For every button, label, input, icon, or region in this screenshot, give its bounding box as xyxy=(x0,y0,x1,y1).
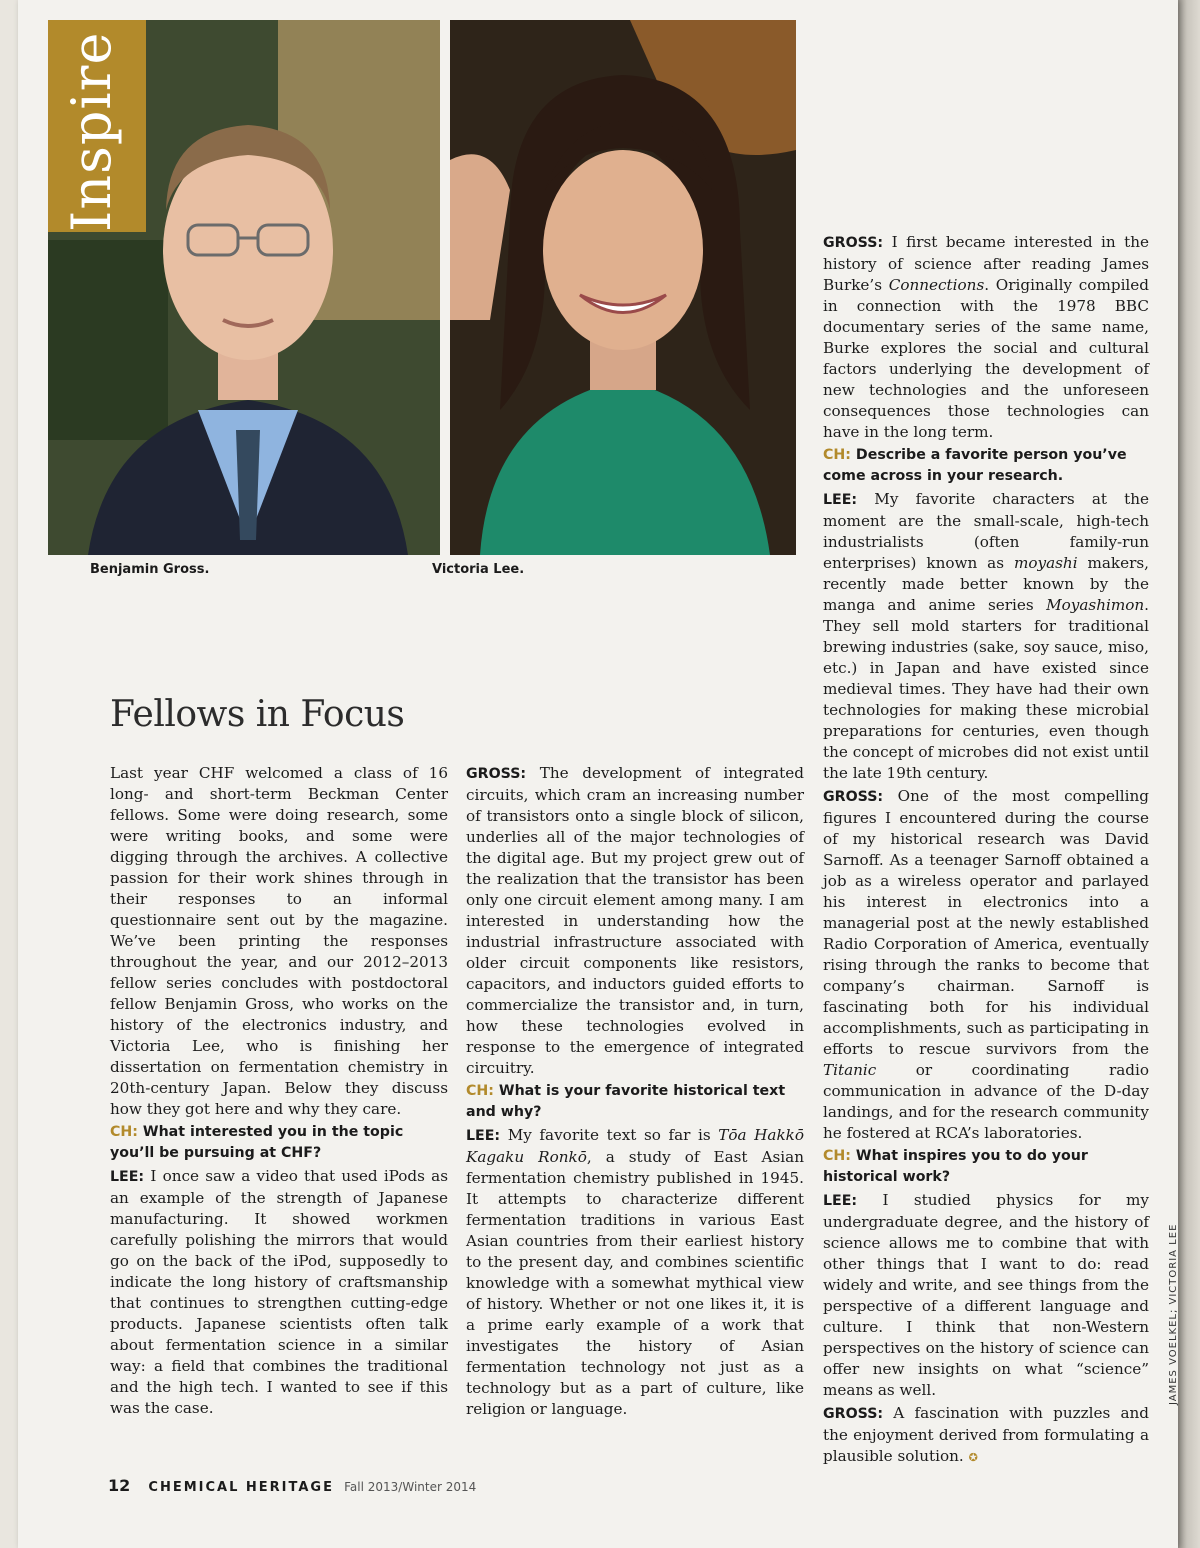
photo-credit: JAMES VOELKEL; VICTORIA LEE xyxy=(1168,1223,1179,1405)
answer-lee-2 xyxy=(466,1125,804,1420)
answer-text: . They sell mold starters for traditional brewing industries (sake, soy sauce, miso, etc.) in Japan and have existed since medieval times. They have had their own technologies for making these microbial preparations for centuries, even though the concept of microbes did not exist until the late 19th century. xyxy=(823,596,1149,782)
question-text: Describe a favorite person you’ve come across in your research. xyxy=(823,447,1127,484)
answer-lee-4 xyxy=(823,1190,1149,1401)
portrait-illustration xyxy=(450,20,796,555)
question-text: What is your favorite historical text and why? xyxy=(466,1083,786,1120)
page-footer xyxy=(108,1476,476,1495)
answer-text: , a study of East Asian fermentation chemistry published in 1945. It attempts to characterize different fermentation traditions in various East Asian countries from their earliest history to the present day, and combines scientific knowledge with a somewhat mythical view of history. Whether or not one likes it, it is a prime early example of a work that investigates the history of Asian fermentation technology not just as a technology but as a part of culture, like religion or language. xyxy=(466,1148,804,1418)
page-number: 12 xyxy=(108,1476,131,1495)
column-2 xyxy=(466,763,804,1422)
photo-benjamin-gross xyxy=(48,20,440,555)
speaker-label: LEE: xyxy=(823,492,858,508)
answer-text: The development of integrated circuits, which cram an increasing number of transistors onto a single block of silicon, underlies all of the major technologies of the digital age. But my project grew out of the realization that the transistor has been only one circuit element among many. I am interested in understanding how the industrial infrastructure associated with older circuit components like resistors, capacitors, and inductors guided efforts to commercialize the transistor and, in turn, how these technologies evolved in response to the emergence of integrated circuitry. xyxy=(466,764,804,1077)
answer-lee-1 xyxy=(110,1166,448,1419)
photo-victoria-lee xyxy=(450,20,796,555)
question-text: What inspires you to do your historical work? xyxy=(823,1148,1088,1185)
question-label: CH: xyxy=(110,1124,138,1140)
speaker-label: GROSS: xyxy=(823,789,884,805)
answer-text: or coordinating radio communication in advance of the D-day landings, and for the research community he fostered at RCA’s laboratories. xyxy=(823,1061,1150,1142)
magazine-page xyxy=(18,0,1178,1548)
column-1 xyxy=(110,763,448,1421)
section-label: Inspire xyxy=(60,31,123,232)
speaker-label: GROSS: xyxy=(823,1406,884,1422)
ship-name: Titanic xyxy=(823,1061,877,1079)
question-label: CH: xyxy=(466,1083,494,1099)
term: moyashi xyxy=(1013,554,1078,572)
issue-date: Fall 2013/Winter 2014 xyxy=(344,1480,477,1494)
answer-text: A fascination with puzzles and the enjoyment derived from formulating a plausible solution. xyxy=(823,1404,1150,1465)
book-title: Connections xyxy=(888,276,985,294)
answer-text: makers, recently made better known by the manga and anime series xyxy=(823,554,1149,614)
answer-text: My favorite characters at the moment are the small-scale, high-tech industrialists (often family-run enterprises) known as xyxy=(823,490,1150,572)
speaker-label: GROSS: xyxy=(466,766,527,782)
end-mark-icon: ✪ xyxy=(968,1451,978,1464)
question-label: CH: xyxy=(823,1148,851,1164)
answer-gross-1 xyxy=(466,763,804,1079)
answer-text: My favorite text so far is xyxy=(507,1126,711,1144)
answer-text: I once saw a video that used iPods as an example of the strength of Japanese manufacturing. It showed workmen carefully polishing the mirrors that would go on the back of the iPod, supposedly to indicate the long history of craftsmanship that continues to strengthen cutting-edge products. Japanese scientists often talk about fermentation science in a similar way: a field that combines the traditional and the high tech. I wanted to see if this was the case. xyxy=(110,1167,449,1417)
question-4 xyxy=(823,1146,1149,1188)
answer-gross-3 xyxy=(823,786,1149,1144)
answer-text: One of the most compelling figures I encountered during the course of my historical research was David Sarnoff. As a teenager Sarnoff obtained a job as a wireless operator and parlayed his interest in electronics into a managerial post at the newly established Radio Corporation of America, eventually rising through the ranks to become that company’s chairman. Sarnoff is fascinating both for his individual accomplishments, such as participating in efforts to rescue survivors from the xyxy=(823,787,1150,1058)
speaker-label: LEE: xyxy=(466,1128,501,1144)
series-title: Moyashimon xyxy=(1046,596,1145,614)
answer-gross-4 xyxy=(823,1403,1149,1468)
intro-paragraph: Last year CHF welcomed a class of 16 long- and short-term Beckman Center fellows. Some were doing research, some were writing books, and some were digging through the archives. A collective passion for their work shines through in their responses to an informal questionnaire sent out by the magazine. We’ve been printing the responses throughout the year, and our 2012–2013 fellow series concludes with postdoctoral fellow Benjamin Gross, who works on the history of the electronics industry, and Victoria Lee, who is finishing her dissertation on fermentation chemistry in 20th-century Japan. Below they discuss how they got here and why they care. xyxy=(110,764,448,1118)
question-2 xyxy=(466,1081,804,1123)
speaker-label: LEE: xyxy=(823,1193,858,1209)
answer-gross-2 xyxy=(823,232,1149,443)
question-1 xyxy=(110,1122,448,1164)
answer-text: I studied physics for my undergraduate degree, and the history of science allows me to combine that with other things that I want to do: read widely and write, and see things from the perspective of a different language and culture. I think that non-Western perspectives on the history of science can offer new insights on what “science” means as well. xyxy=(823,1191,1149,1399)
speaker-label: LEE: xyxy=(110,1169,145,1185)
page-edge xyxy=(1178,0,1200,1548)
photo-caption-lee: Victoria Lee. xyxy=(432,562,525,577)
question-3 xyxy=(823,445,1149,487)
photo-caption-gross: Benjamin Gross. xyxy=(90,562,210,577)
column-3 xyxy=(823,232,1149,1470)
question-text: What interested you in the topic you’ll be pursuing at CHF? xyxy=(110,1124,404,1161)
book-title: Tōa Hakkō Kagaku Ronkō xyxy=(466,1126,805,1166)
magazine-name: CHEMICAL HERITAGE xyxy=(148,1480,334,1495)
question-label: CH: xyxy=(823,447,851,463)
article-headline: Fellows in Focus xyxy=(110,694,405,735)
speaker-label: GROSS: xyxy=(823,235,884,251)
answer-text: I first became interested in the history of science after reading James Burke’s xyxy=(823,233,1150,294)
answer-text: . Originally compiled in connection with the 1978 BBC documentary series of the same name, Burke explores the social and cultural factors underlying the development of new technologies and the unforeseen consequences those technologies can have in the long term. xyxy=(823,276,1149,441)
answer-lee-3 xyxy=(823,489,1149,784)
